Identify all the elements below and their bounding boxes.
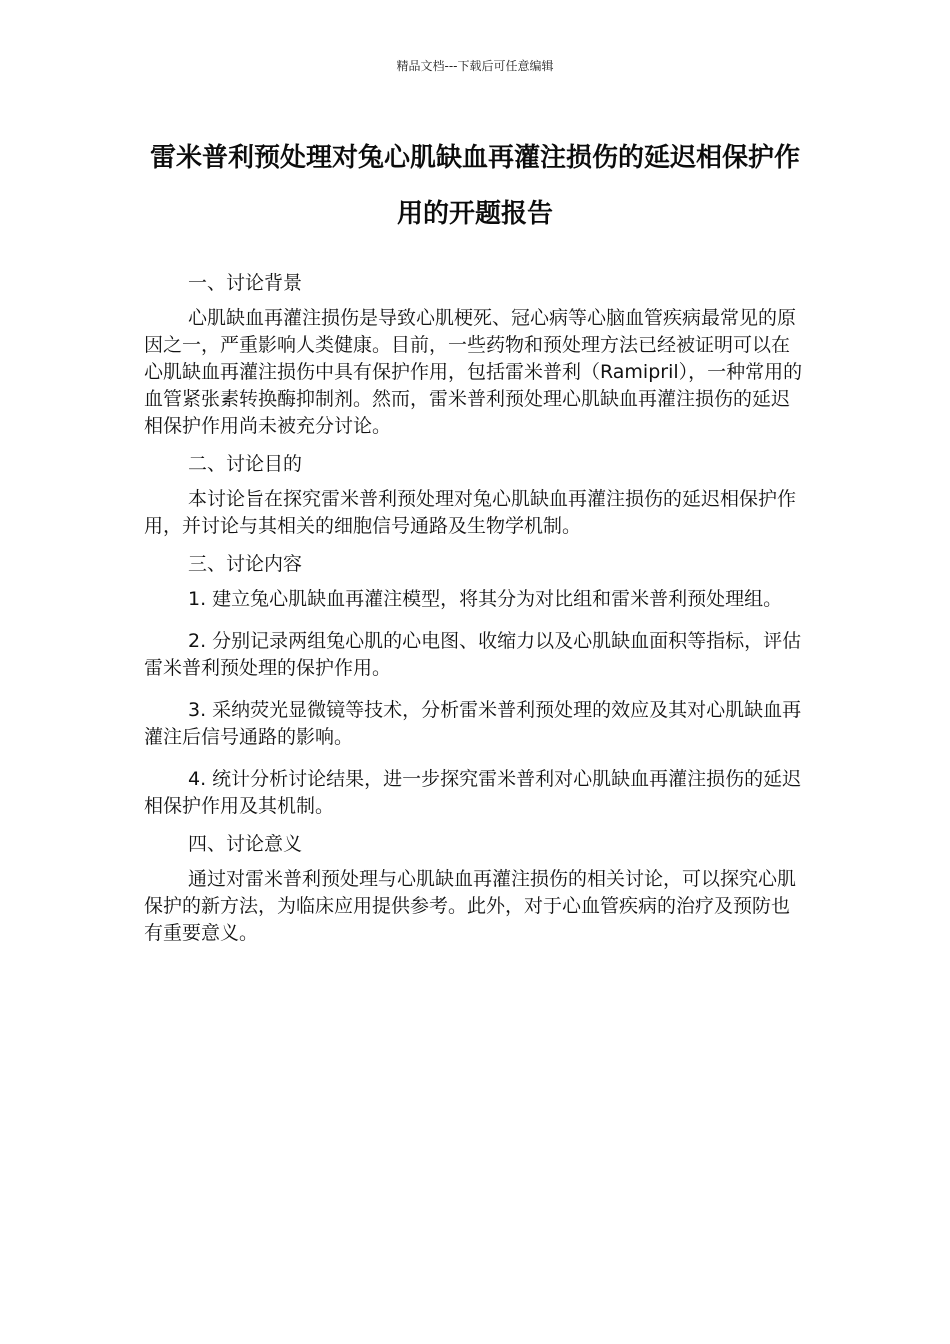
section-heading-purpose: 二、讨论目的 [188, 453, 303, 475]
paragraph-background: 心肌缺血再灌注损伤是导致心肌梗死、冠心病等心脑血管疾病最常见的原因之一，严重影响人类健康。目前，一些药物和预处理方法已经被证明可以在心肌缺血再灌注损伤中具有保护作用，包括雷米普利（Ramipril），一种常用的血管紧张素转换酶抑制剂。然而，雷米普利预处理心肌缺血再灌注损伤的延迟相保护作用尚未被充分讨论。 [144, 307, 803, 437]
content-item-1: 1. 建立兔心肌缺血再灌注模型，将其分为对比组和雷米普利预处理组。 [188, 588, 783, 610]
paragraph-significance: 通过对雷米普利预处理与心肌缺血再灌注损伤的相关讨论，可以探究心肌保护的新方法，为临床应用提供参考。此外，对于心血管疾病的治疗及预防也有重要意义。 [144, 868, 797, 944]
section-heading-significance: 四、讨论意义 [188, 833, 303, 855]
paragraph-purpose: 本讨论旨在探究雷米普利预处理对兔心肌缺血再灌注损伤的延迟相保护作用，并讨论与其相关的细胞信号通路及生物学机制。 [144, 488, 797, 537]
document-body [144, 268, 808, 947]
content-item-3: 3. 采纳荧光显微镜等技术，分析雷米普利预处理的效应及其对心肌缺血再灌注后信号通路的影响。 [144, 699, 802, 748]
document-title: 雷米普利预处理对兔心肌缺血再灌注损伤的延迟相保护作用的开题报告 [149, 143, 800, 229]
page-header: 精品文档---下载后可任意编辑 [396, 59, 554, 73]
section-heading-content: 三、讨论内容 [188, 553, 303, 575]
content-item-4: 4. 统计分析讨论结果，进一步探究雷米普利对心肌缺血再灌注损伤的延迟相保护作用及其机制。 [144, 768, 802, 817]
section-heading-background: 一、讨论背景 [188, 272, 303, 294]
content-item-2: 2. 分别记录两组兔心肌的心电图、收缩力以及心肌缺血面积等指标，评估雷米普利预处理的保护作用。 [144, 630, 802, 679]
